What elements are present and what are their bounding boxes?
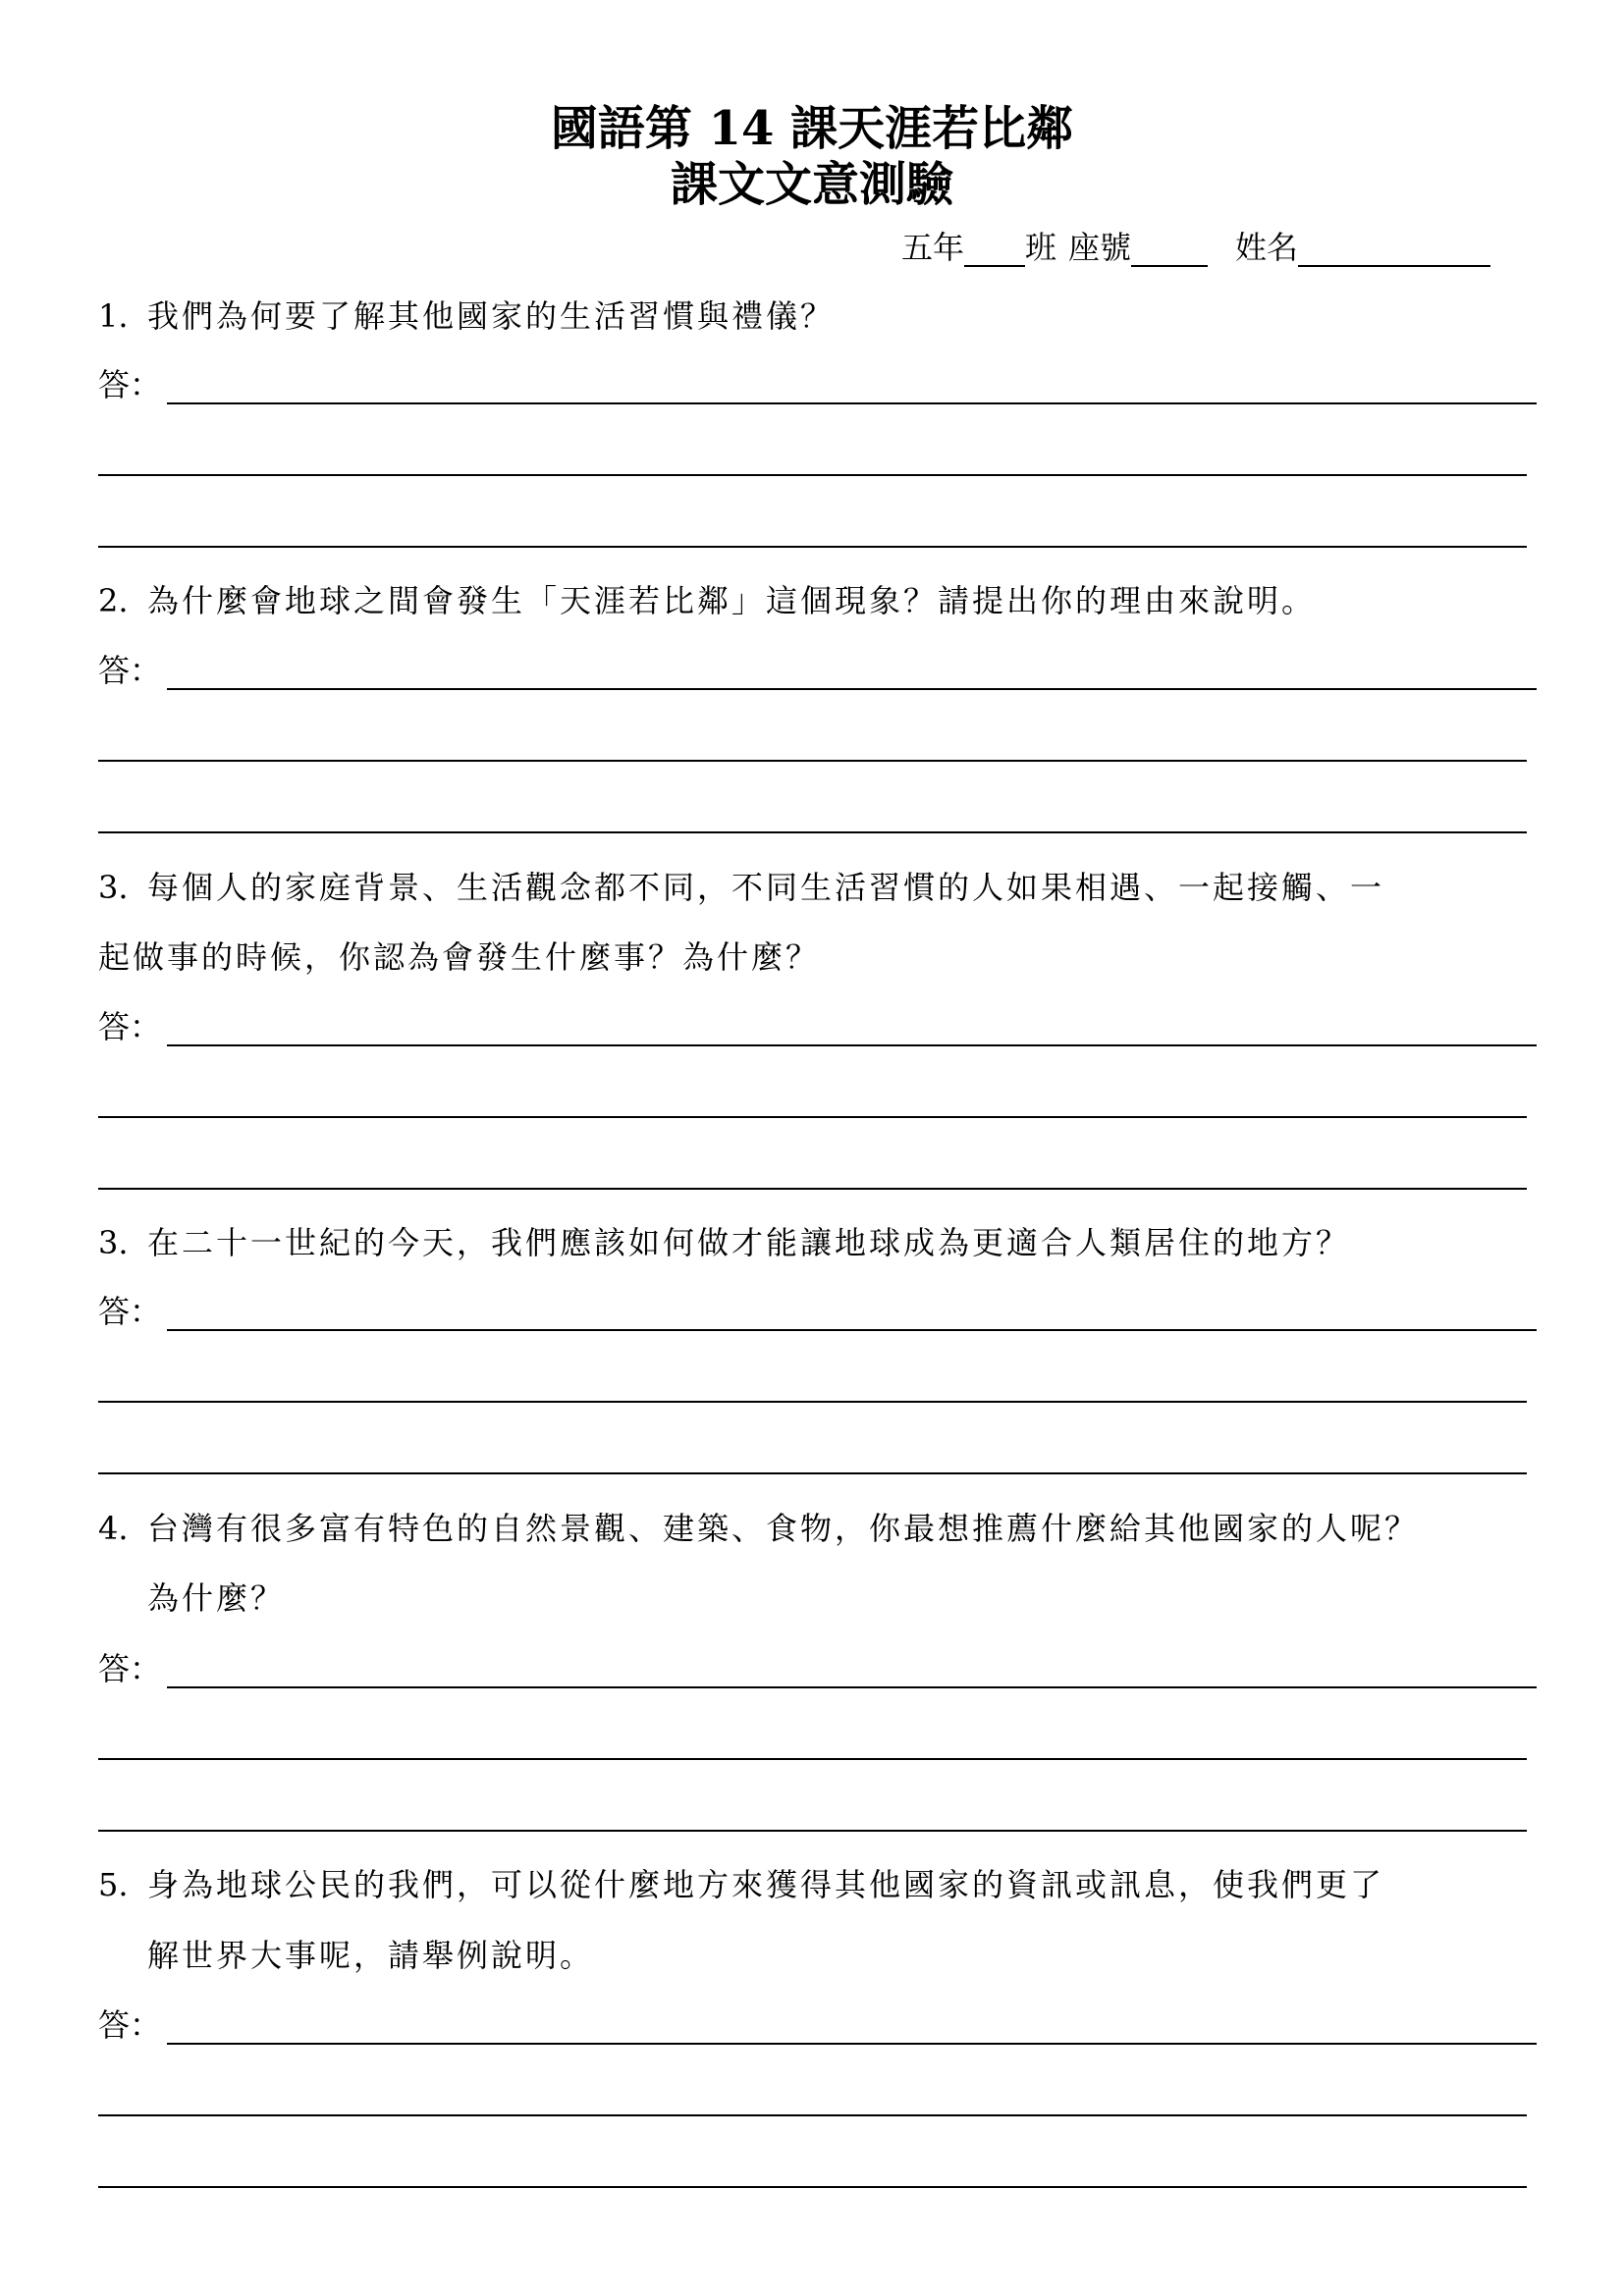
student-info-row (901, 228, 1540, 267)
question-text: 為什麼會地球之間會發生「天涯若比鄰」這個現象？請提出你的理由來說明。 (147, 582, 1317, 619)
question-4 (98, 1509, 1419, 1548)
question-text: 解世界大事呢，請舉例說明。 (147, 1937, 595, 1974)
answer-line[interactable] (98, 1401, 1527, 1403)
answer-line[interactable] (167, 688, 1537, 690)
seat-number-blank[interactable] (1131, 236, 1208, 267)
answer-label-3: 答： (98, 1008, 162, 1045)
seat-label: 座號 (1068, 229, 1132, 266)
name-blank[interactable] (1298, 236, 1490, 267)
question-number: 3. (98, 869, 129, 906)
answer-label-4: 答： (98, 1293, 162, 1330)
question-2 (98, 581, 1316, 620)
question-text: 在二十一世紀的今天，我們應該如何做才能讓地球成為更適合人類居住的地方？ (147, 1224, 1351, 1261)
answer-line[interactable] (167, 402, 1537, 404)
question-1 (98, 296, 835, 336)
question-text: 為什麼？ (147, 1579, 286, 1617)
question-number: 4. (98, 1510, 129, 1547)
question-number: 3. (98, 1224, 129, 1261)
question-number: 1. (98, 297, 129, 335)
answer-line[interactable] (167, 1686, 1537, 1688)
answer-line[interactable] (98, 2186, 1527, 2188)
answer-line[interactable] (98, 831, 1527, 833)
answer-line[interactable] (167, 1329, 1537, 1331)
answer-line[interactable] (98, 546, 1527, 548)
grade-label: 五年 (901, 229, 965, 266)
worksheet-subtitle: 課文文意測驗 (670, 157, 953, 212)
question-text: 我們為何要了解其他國家的生活習慣與禮儀？ (147, 297, 836, 335)
answer-label-2: 答： (98, 652, 162, 689)
answer-line[interactable] (98, 1188, 1527, 1190)
question-number: 5. (98, 1866, 129, 1903)
answer-line[interactable] (98, 1472, 1527, 1474)
question-number: 2. (98, 582, 129, 619)
question-4-continued (98, 1578, 285, 1618)
answer-line[interactable] (98, 1758, 1527, 1760)
answer-line[interactable] (167, 1044, 1537, 1046)
question-5-continued (98, 1936, 594, 1975)
question-text: 每個人的家庭背景、生活觀念都不同，不同生活習慣的人如果相遇、一起接觸、一 (147, 869, 1385, 906)
class-blank[interactable] (964, 236, 1025, 267)
question-text: 台灣有很多富有特色的自然景觀、建築、食物，你最想推薦什麼給其他國家的人呢？ (147, 1510, 1420, 1547)
answer-line[interactable] (98, 760, 1527, 762)
question-5 (98, 1865, 1384, 1904)
class-label: 班 (1025, 229, 1057, 266)
answer-line[interactable] (167, 2043, 1537, 2045)
answer-label-6: 答： (98, 2006, 162, 2044)
question-3-continued: 起做事的時候，你認為會發生什麼事？為什麼？ (98, 938, 821, 976)
question-3b (98, 1223, 1350, 1262)
question-text: 身為地球公民的我們，可以從什麼地方來獲得其他國家的資訊或訊息，使我們更了 (147, 1866, 1385, 1903)
answer-line[interactable] (98, 2114, 1527, 2116)
answer-line[interactable] (98, 474, 1527, 476)
answer-line[interactable] (98, 1830, 1527, 1832)
answer-line[interactable] (98, 1116, 1527, 1118)
answer-label-5: 答： (98, 1650, 162, 1687)
worksheet-title: 國語第 14 課天涯若比鄰 (550, 101, 1074, 156)
question-3 (98, 868, 1384, 907)
answer-label-1: 答： (98, 366, 162, 403)
name-label: 姓名 (1235, 229, 1299, 266)
